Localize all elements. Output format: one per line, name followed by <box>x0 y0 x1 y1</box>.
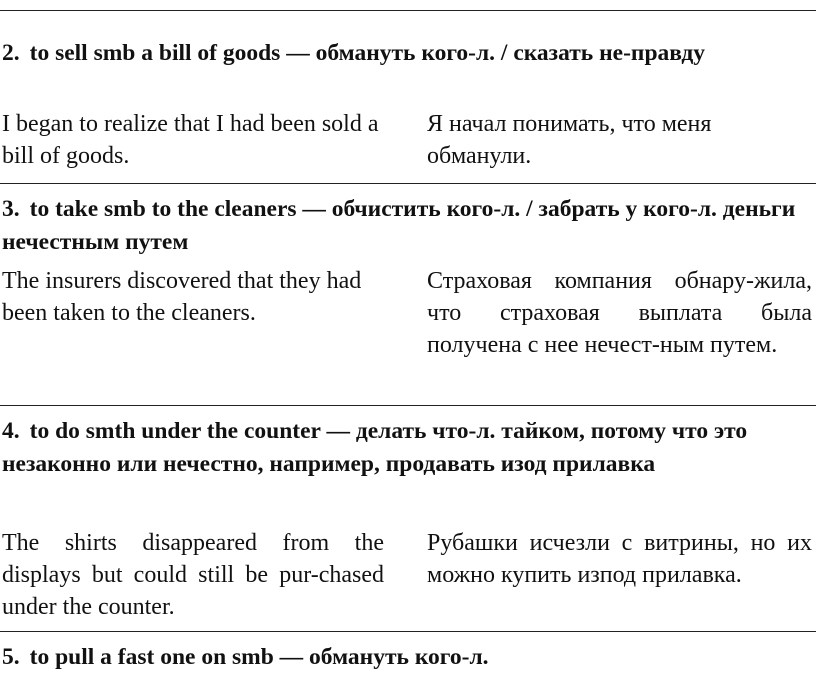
entry-number: 2. <box>2 40 20 66</box>
entry-number: 5. <box>2 644 20 670</box>
entry-heading <box>2 641 810 674</box>
entry-number: 3. <box>2 196 20 222</box>
entry-heading <box>2 37 810 70</box>
entry-number: 4. <box>2 418 20 444</box>
example-english: I began to realize that I had been sold a bill of goods. <box>2 111 379 169</box>
entry-title: to take smb to the cleaners — обчистить кого-л. / забрать у кого-л. деньги нечестным путем <box>2 196 796 255</box>
example-russian: Рубашки исчезли с витрины, но их можно купить изпод прилавка. <box>427 530 812 588</box>
rule-divider <box>0 405 816 406</box>
entry-title: to do smth under the counter — делать что-л. тайком, потому что это незаконно или нечестно, например, продавать изод прилавка <box>2 418 748 477</box>
entry-heading <box>2 415 810 481</box>
example-english: The shirts disappeared from the displays but could still be pur-chased under the counter. <box>2 530 384 620</box>
example-russian: Я начал понимать, что меня обманули. <box>427 111 712 169</box>
rule-divider <box>0 183 816 184</box>
rule-top <box>0 10 816 11</box>
entry-title: to pull a fast one on smb — обмануть кого-л. <box>29 644 489 670</box>
rule-divider <box>0 631 816 632</box>
entry-title: to sell smb a bill of goods — обмануть кого-л. / сказать не-правду <box>29 40 706 66</box>
example-english: The insurers discovered that they had been taken to the cleaners. <box>2 268 362 326</box>
entry-heading <box>2 193 810 259</box>
example-russian: Страховая компания обнару-жила, что страховая выплата была получена с нее нечест-ным путем. <box>427 268 812 358</box>
